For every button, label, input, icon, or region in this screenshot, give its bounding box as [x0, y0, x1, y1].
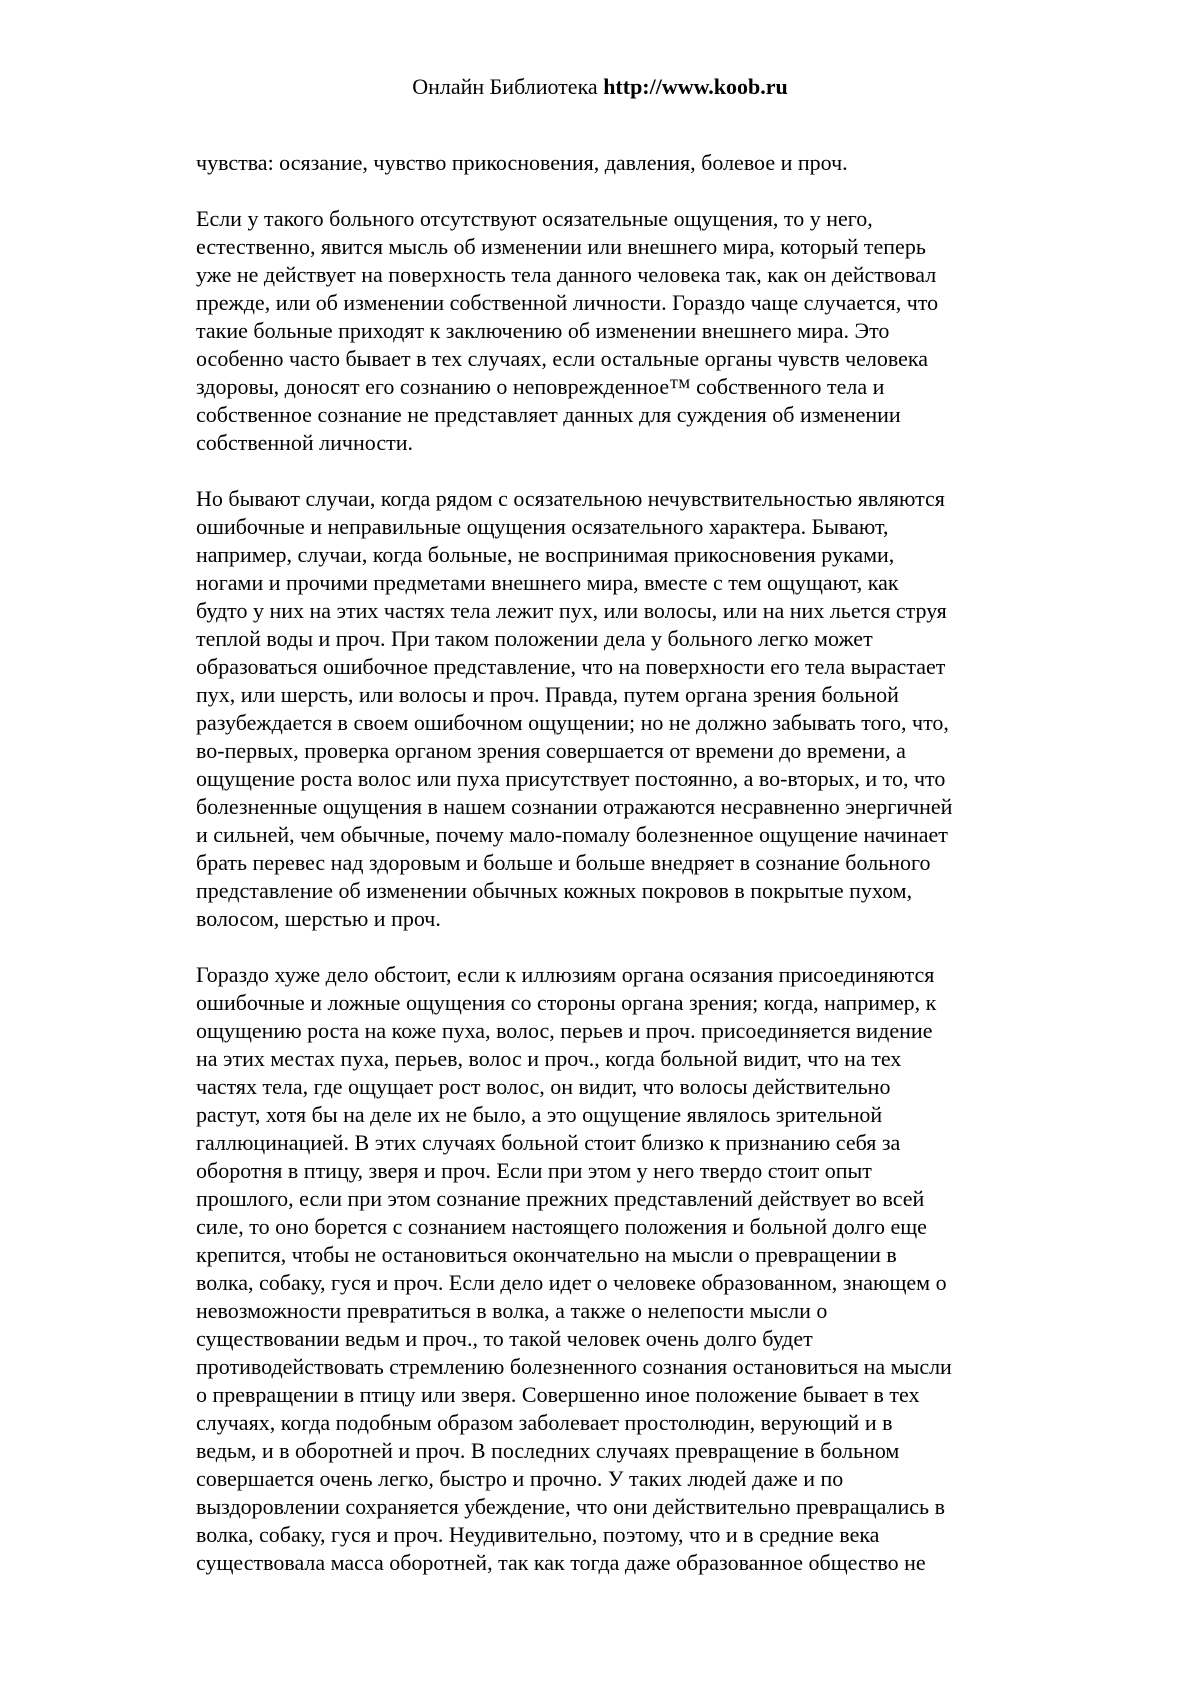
text-line: галлюцинацией. В этих случаях больной стоит близко к признанию себя за	[196, 1130, 901, 1155]
header-site-name: Онлайн Библиотека	[412, 74, 598, 99]
text-line: ошибочные и неправильные ощущения осязательного характера. Бывают,	[196, 514, 889, 539]
text-line: пух, или шерсть, или волосы и проч. Правда, путем органа зрения больной	[196, 682, 899, 707]
text-line: ошибочные и ложные ощущения со стороны органа зрения; когда, например, к	[196, 990, 937, 1015]
text-line: будто у них на этих частях тела лежит пух, или волосы, или на них льется струя	[196, 598, 947, 623]
text-line: совершается очень легко, быстро и прочно. У таких людей даже и по	[196, 1466, 844, 1491]
body-text	[196, 149, 1036, 1605]
text-line: выздоровлении сохраняется убеждение, что они действительно превращались в	[196, 1494, 945, 1519]
text-line: брать перевес над здоровым и больше и больше внедряет в сознание больного	[196, 850, 931, 875]
text-line: волосом, шерстью и проч.	[196, 906, 441, 931]
text-line: образоваться ошибочное представление, что на поверхности его тела вырастает	[196, 654, 946, 679]
text-line: Если у такого больного отсутствуют осязательные ощущения, то у него,	[196, 206, 873, 231]
text-line: частях тела, где ощущает рост волос, он видит, что волосы действительно	[196, 1074, 891, 1099]
text-line: ощущение роста волос или пуха присутствует постоянно, а во-вторых, и то, что	[196, 766, 946, 791]
header-url[interactable]: http://www.koob.ru	[603, 74, 788, 99]
text-line: случаях, когда подобным образом заболевает простолюдин, верующий и в	[196, 1410, 893, 1435]
page-header	[0, 72, 1200, 102]
text-line: теплой воды и проч. При таком положении дела у больного легко может	[196, 626, 873, 651]
text-line: ногами и прочими предметами внешнего мира, вместе с тем ощущают, как	[196, 570, 899, 595]
text-line: существовании ведьм и проч., то такой человек очень долго будет	[196, 1326, 813, 1351]
text-line: представление об изменении обычных кожных покровов в покрытые пухом,	[196, 878, 913, 903]
text-line: волка, собаку, гуся и проч. Неудивительно, поэтому, что и в средние века	[196, 1522, 880, 1547]
text-line: прошлого, если при этом сознание прежних представлений действует во всей	[196, 1186, 925, 1211]
text-line: волка, собаку, гуся и проч. Если дело идет о человеке образованном, знающем о	[196, 1270, 947, 1295]
text-line: противодействовать стремлению болезненного сознания остановиться на мысли	[196, 1354, 952, 1379]
paragraph	[196, 149, 1036, 177]
text-line: Гораздо хуже дело обстоит, если к иллюзиям органа осязания присоединяются	[196, 962, 935, 987]
text-line: болезненные ощущения в нашем сознании отражаются несравненно энергичней	[196, 794, 953, 819]
text-line: растут, хотя бы на деле их не было, а это ощущение являлось зрительной	[196, 1102, 883, 1127]
text-line: здоровы, доносят его сознанию о неповрежденное™ собственного тела и	[196, 374, 885, 399]
text-line: собственное сознание не представляет данных для суждения об изменении	[196, 402, 901, 427]
text-line: Но бывают случаи, когда рядом с осязательною нечувствительностью являются	[196, 486, 945, 511]
text-line: ощущению роста на коже пуха, волос, перьев и проч. присоединяется видение	[196, 1018, 933, 1043]
text-line: прежде, или об изменении собственной личности. Гораздо чаще случается, что	[196, 290, 939, 315]
text-line: такие больные приходят к заключению об изменении внешнего мира. Это	[196, 318, 890, 343]
text-line: например, случаи, когда больные, не воспринимая прикосновения руками,	[196, 542, 895, 567]
text-line: оборотня в птицу, зверя и проч. Если при этом у него твердо стоит опыт	[196, 1158, 872, 1183]
paragraph	[196, 205, 1036, 457]
text-line: разубеждается в своем ошибочном ощущении; но не должно забывать того, что,	[196, 710, 949, 735]
text-line: естественно, явится мысль об изменении или внешнего мира, который теперь	[196, 234, 926, 259]
text-line: чувства: осязание, чувство прикосновения, давления, болевое и проч.	[196, 150, 848, 175]
text-line: во-первых, проверка органом зрения совершается от времени до времени, а	[196, 738, 906, 763]
text-line: существовала масса оборотней, так как тогда даже образованное общество не	[196, 1550, 926, 1575]
text-line: собственной личности.	[196, 430, 413, 455]
text-line: силе, то оно борется с сознанием настоящего положения и больной долго еще	[196, 1214, 927, 1239]
text-line: уже не действует на поверхность тела данного человека так, как он действовал	[196, 262, 937, 287]
paragraph	[196, 961, 1036, 1577]
text-line: на этих местах пуха, перьев, волос и проч., когда больной видит, что на тех	[196, 1046, 902, 1071]
text-line: особенно часто бывает в тех случаях, если остальные органы чувств человека	[196, 346, 929, 371]
text-line: и сильней, чем обычные, почему мало-помалу болезненное ощущение начинает	[196, 822, 948, 847]
text-line: о превращении в птицу или зверя. Совершенно иное положение бывает в тех	[196, 1382, 920, 1407]
text-line: невозможности превратиться в волка, а также о нелепости мысли о	[196, 1298, 828, 1323]
text-line: крепится, чтобы не остановиться окончательно на мысли о превращении в	[196, 1242, 897, 1267]
text-line: ведьм, и в оборотней и проч. В последних случаях превращение в больном	[196, 1438, 900, 1463]
paragraph	[196, 485, 1036, 933]
